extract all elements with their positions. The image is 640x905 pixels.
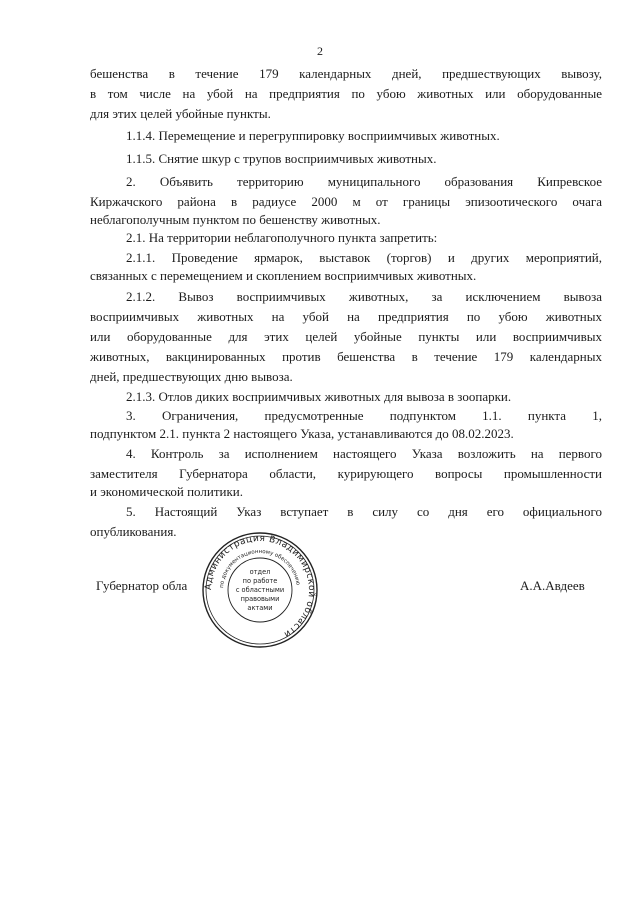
text-line: дней, предшествующих дню вывоза. [90,369,293,384]
text-line: 2.1. На территории неблагополучного пункта запретить: [126,230,438,245]
text-line: для этих целей убойные пункты. [90,106,271,121]
text-line: животных, вакцинированных против бешенства в течение 179 календарных [90,349,602,364]
text-line: 2. Объявить территорию муниципального образования Кипревское [126,174,602,189]
stamp-center-line: актами [247,604,273,612]
text-line: неблагополучным пунктом по бешенству животных. [90,212,381,227]
text-line: заместителя Губернатора области, курирующего вопросы промышленности [90,466,602,481]
stamp-center-line: отдел [249,568,271,576]
signature-position: Губернатор обла [96,578,188,593]
text-line: опубликования. [90,524,177,539]
text-line: 1.1.4. Перемещение и перегруппировку восприимчивых животных. [126,128,500,143]
text-line: 2.1.2. Вывоз восприимчивых животных, за исключением вывоза [126,289,602,304]
stamp-center-line: с областными [235,586,285,594]
text-line: 1.1.5. Снятие шкур с трупов восприимчивых животных. [126,151,437,166]
text-line: 3. Ограничения, предусмотренные подпунктом 1.1. пункта 1, [126,408,602,423]
stamp-center-line: по работе [242,577,278,585]
stamp-center-line: правовыми [240,595,280,603]
official-stamp [200,530,320,650]
text-line: 5. Настоящий Указ вступает в силу со дня его официального [126,504,602,519]
text-line: бешенства в течение 179 календарных дней, предшествующих вывозу, [90,66,602,81]
stamp-ring-text: Администрация Владимирской области [203,533,317,640]
text-line: 2.1.1. Проведение ярмарок, выставок (торгов) и других мероприятий, [126,250,602,265]
text-line: 4. Контроль за исполнением настоящего Указа возложить на первого [126,446,602,461]
text-line: Киржачского района в радиусе 2000 м от границы эпизоотического очага [90,194,602,209]
text-line: связанных с перемещением и скоплением восприимчивых животных. [90,268,477,283]
text-line: 2.1.3. Отлов диких восприимчивых животных для вывоза в зоопарки. [126,389,512,404]
signature-name: А.А.Авдеев [520,578,585,593]
text-line: подпунктом 2.1. пункта 2 настоящего Указа, устанавливаются до 08.02.2023. [90,426,514,441]
text-line: или оборудованные для этих целей убойные пункты или восприимчивых [90,329,602,344]
text-line: и экономической политики. [90,484,243,499]
stamp-inner-ring-text: по документационному обеспечению [219,548,301,589]
text-line: восприимчивых животных на убой на предприятия по убою животных [90,309,602,324]
text-line: в том числе на убой на предприятия по убою животных или оборудованные [90,86,602,101]
page-number: 2 [317,44,323,58]
